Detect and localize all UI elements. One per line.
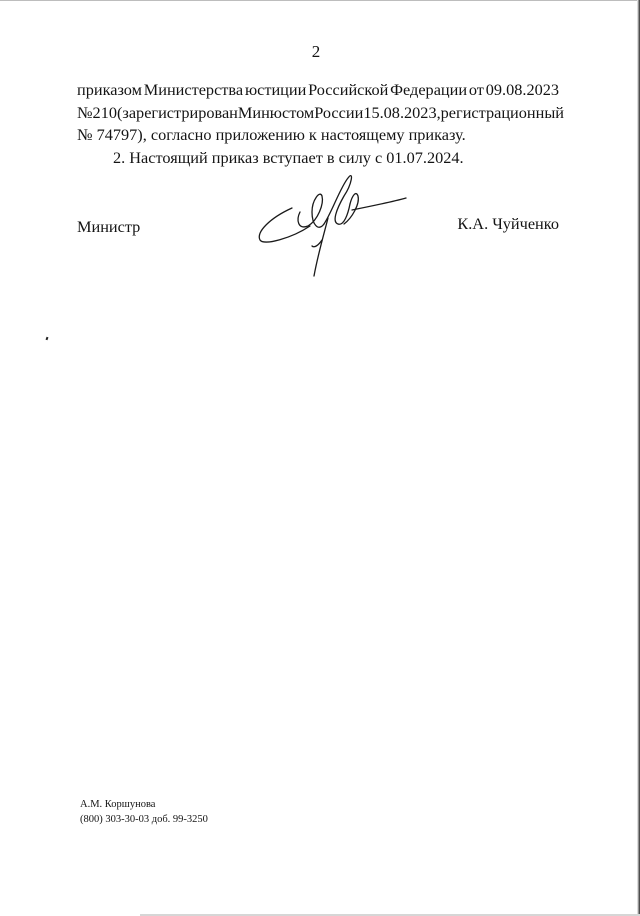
paragraph-1-line-2 — [77, 102, 564, 125]
paragraph-1 — [77, 79, 564, 147]
word: приказом — [77, 80, 142, 99]
word: России — [314, 102, 364, 122]
scan-edge-top — [0, 0, 640, 1]
handwritten-signature — [252, 160, 412, 280]
signatory-title: Министр — [77, 217, 141, 236]
word: Минюстом — [237, 102, 315, 122]
word: Российской — [308, 80, 389, 99]
word: 210 — [92, 102, 117, 122]
signatory-name: К.А. Чуйченко — [457, 214, 559, 233]
word: Федерации — [390, 80, 468, 99]
word: юстиции — [244, 80, 307, 99]
paragraph-1-line-1 — [77, 79, 559, 102]
word: 09.08.2023 — [485, 80, 559, 99]
word: (зарегистрирован — [116, 102, 238, 122]
word: Министерства — [143, 80, 244, 99]
document-body — [77, 79, 564, 169]
executor-name: А.М. Коршунова — [80, 799, 156, 810]
page-number: 2 — [311, 42, 321, 61]
word: от — [468, 80, 484, 99]
scan-speck — [46, 337, 49, 341]
executor-phone: (800) 303-30-03 доб. 99-3250 — [80, 814, 208, 825]
word: регистрационный — [440, 102, 564, 122]
executor-footer — [80, 797, 208, 827]
paragraph-2-line-1: 2. Настоящий приказ вступает в силу с 01.07.2024. — [113, 147, 464, 167]
word: 15.08.2023, — [363, 102, 441, 122]
word: № — [77, 102, 93, 122]
paragraph-1-line-3: № 74797), согласно приложению к настоящему приказу. — [77, 125, 466, 144]
